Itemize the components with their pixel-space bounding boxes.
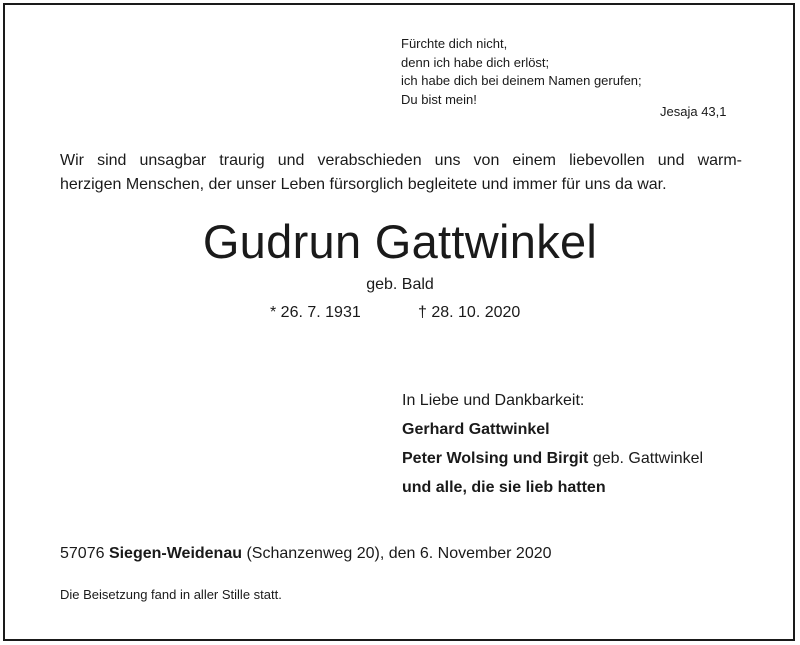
birth-date: * 26. 7. 1931 [270, 304, 361, 321]
burial-note: Die Beisetzung fand in aller Stille statt. [60, 587, 282, 602]
mourner-others: und alle, die sie lieb hatten [402, 479, 606, 496]
intro-line: herzigen Menschen, der unser Leben fürsorglich begleitete und immer für uns da war. [60, 176, 667, 193]
mourner-name: Gerhard Gattwinkel [402, 421, 550, 438]
mourners-block [402, 386, 703, 502]
mourner-line [402, 444, 703, 473]
intro-text [60, 149, 742, 197]
mourners-intro: In Liebe und Dankbarkeit: [402, 392, 585, 409]
mourner-maiden: geb. Gattwinkel [588, 450, 704, 467]
verse-line: Du bist mein! [401, 91, 477, 107]
city: Siegen-Weidenau [108, 545, 242, 562]
address-date-line [60, 545, 552, 563]
verse-line: denn ich habe dich erlöst; [401, 54, 550, 70]
death-date: † 28. 10. 2020 [418, 304, 521, 321]
mourner-name: Peter Wolsing und Birgit [402, 450, 589, 467]
address-date: (Schanzenweg 20), den 6. November 2020 [242, 545, 552, 562]
verse-line: Fürchte dich nicht, [401, 36, 508, 51]
bible-verse [401, 35, 642, 109]
verse-reference: Jesaja 43,1 [660, 104, 727, 119]
verse-line: ich habe dich bei deinem Namen gerufen; [401, 73, 642, 88]
maiden-name: geb. Bald [366, 276, 434, 293]
postcode: 57076 [60, 545, 109, 562]
intro-line: Wir sind unsagbar traurig und verabschieden uns von einem liebevollen und warm- [60, 152, 742, 169]
deceased-name: Gudrun Gattwinkel [202, 215, 598, 268]
